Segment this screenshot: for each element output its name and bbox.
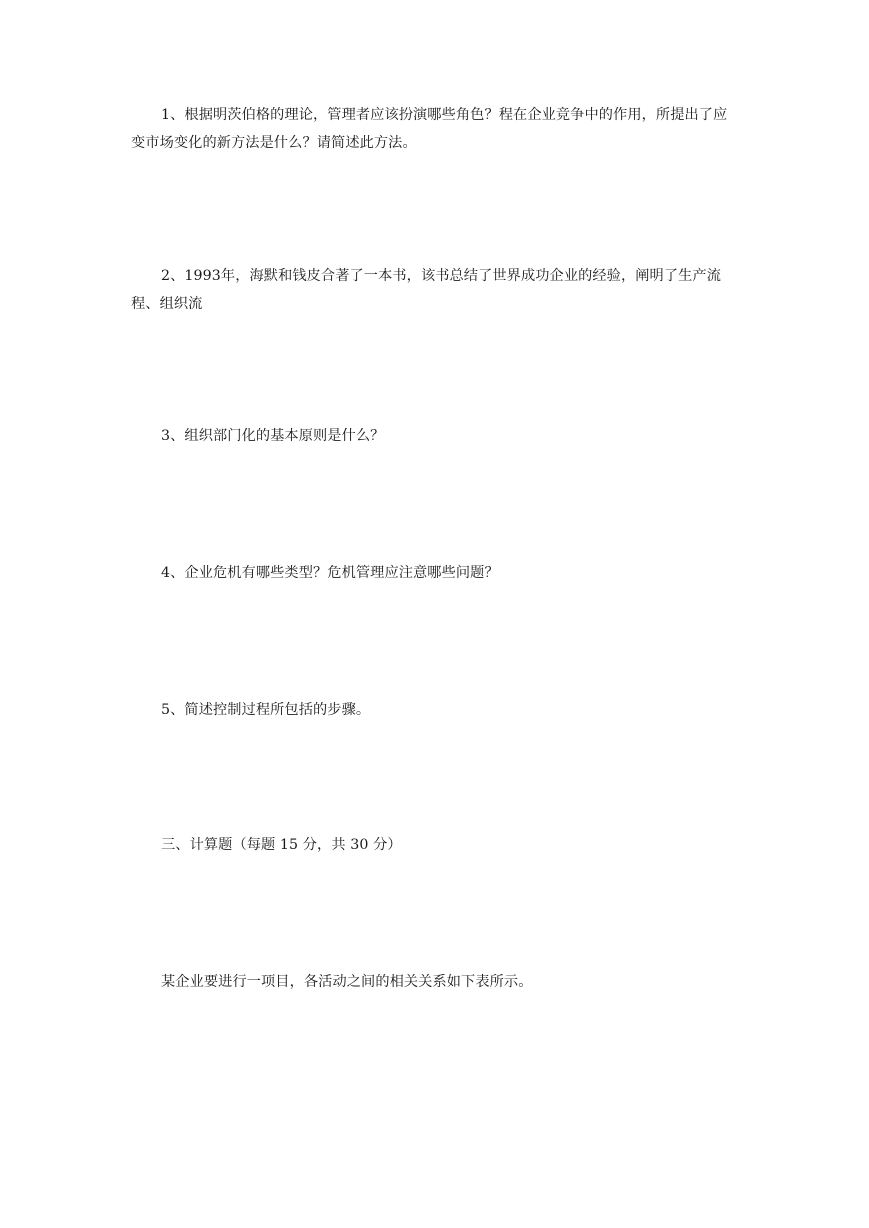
question-5-text: 5、简述控制过程所包括的步骤。 [161, 702, 371, 718]
problem-intro-text: 某企业要进行一项目，各活动之间的相关关系如下表所示。 [161, 974, 533, 990]
question-4-text: 4、企业危机有哪些类型？危机管理应注意哪些问题？ [161, 565, 499, 581]
question-2-text: 2、1993年，海默和钱皮合著了一本书，该书总结了世界成功企业的经验，阐明了生产流程、组织流 [131, 268, 721, 312]
question-1-text: 1、根据明茨伯格的理论，管理者应该扮演哪些角色？程在企业竞争中的作用，所提出了应变市场变化的新方法是什么？请简述此方法。 [131, 107, 728, 151]
question-3-text: 3、组织部门化的基本原则是什么？ [161, 428, 385, 444]
section-heading: 三、计算题（每题 15 分，共 30 分） [161, 837, 402, 853]
